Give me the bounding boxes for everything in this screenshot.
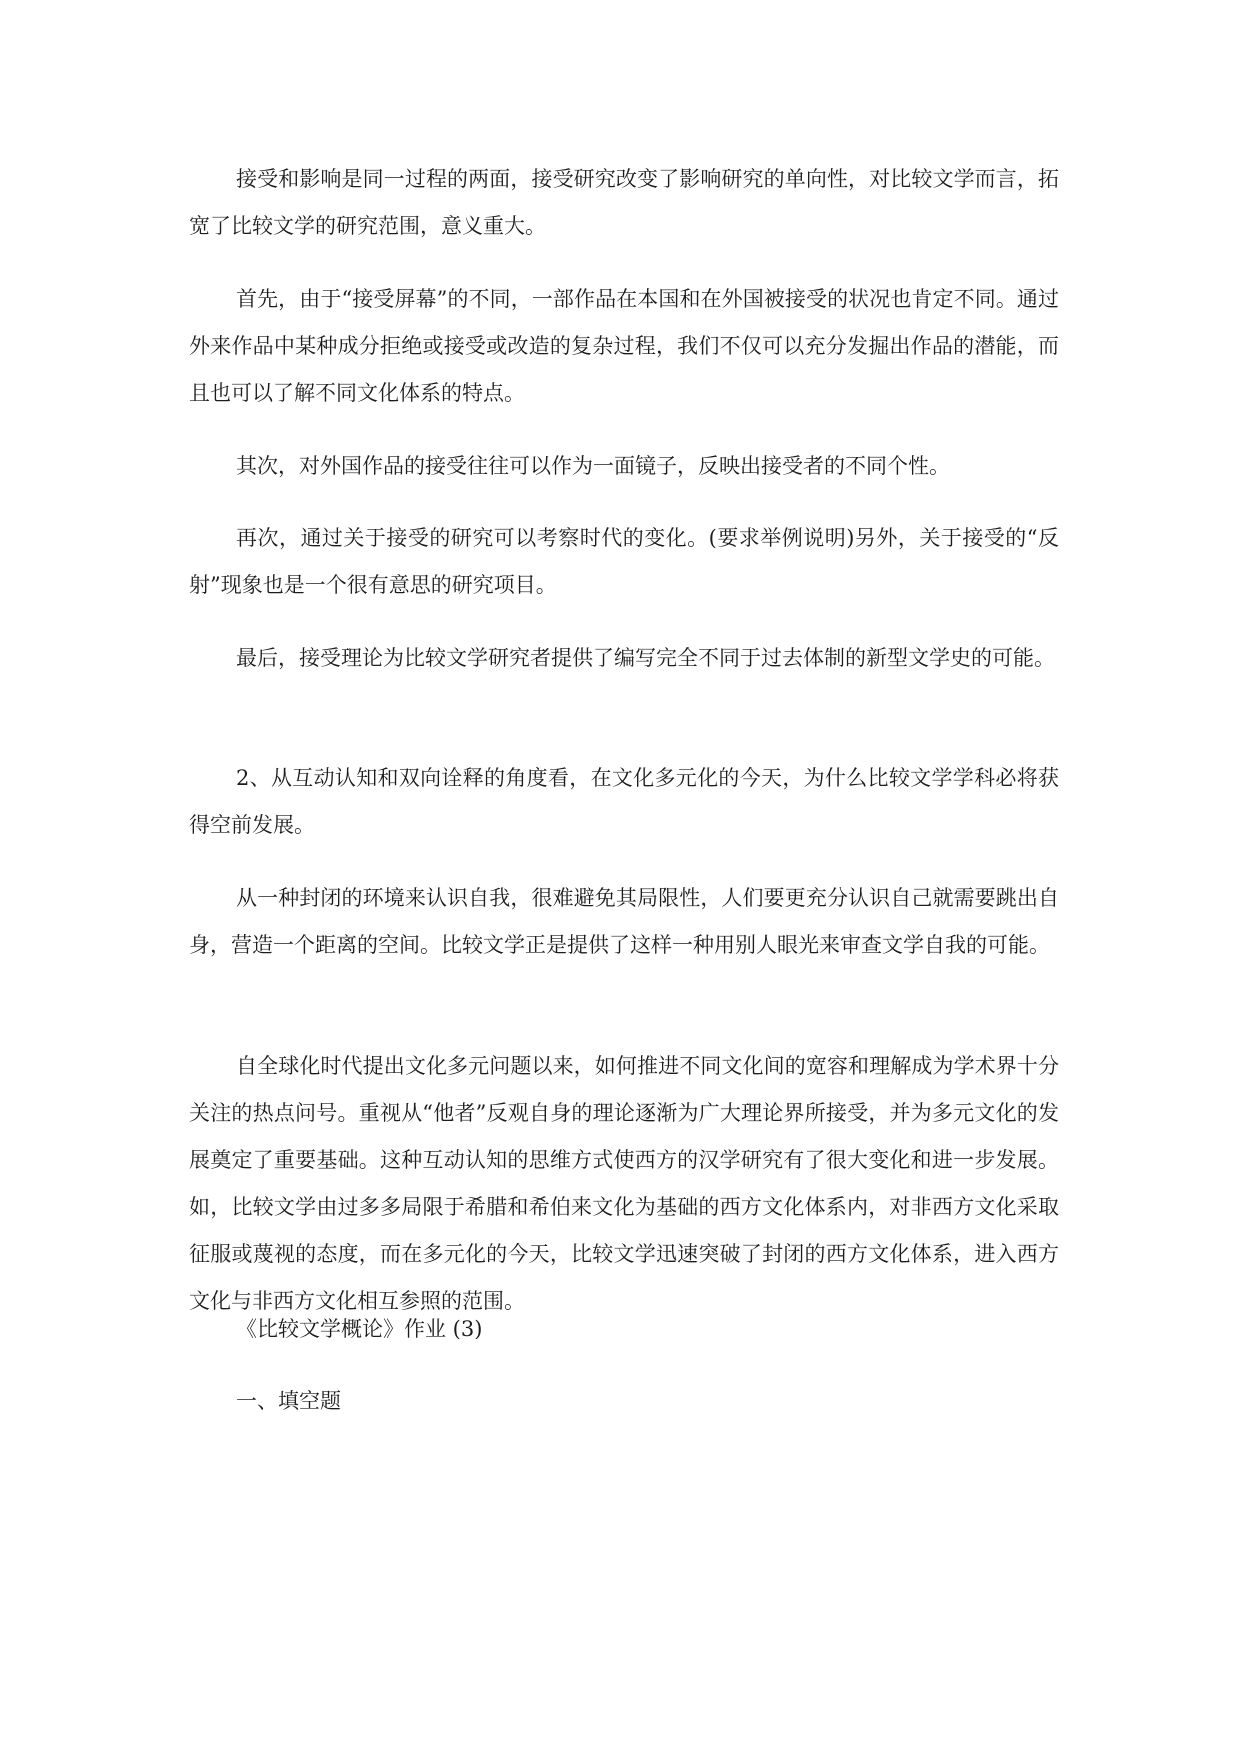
paragraph-second-point: 其次，对外国作品的接受往往可以作为一面镜子，反映出接受者的不同个性。 [236, 454, 950, 478]
paragraph-last-point: 最后，接受理论为比较文学研究者提供了编写完全不同于过去体制的新型文学史的可能。 [236, 646, 1055, 670]
paragraph-answer-self-recognition: 从一种封闭的环境来认识自我，很难避免其局限性，人们要更充分认识自己就需要跳出自身，营造一个距离的空间。比较文学正是提供了这样一种用别人眼光来审查文学自我的可能。 [189, 886, 1059, 957]
paragraph-third-point: 再次，通过关于接受的研究可以考察时代的变化。(要求举例说明)另外，关于接受的“反射”现象也是一个很有意思的研究项目。 [189, 526, 1059, 597]
homework-title: 《比较文学概论》作业 (3) [236, 1317, 483, 1341]
paragraph-answer-globalization: 自全球化时代提出文化多元问题以来，如何推进不同文化间的宽容和理解成为学术界十分关注的热点问号。重视从“他者”反观自身的理论逐渐为广大理论界所接受，并为多元文化的发展奠定了重要基础。这种互动认知的思维方式使西方的汉学研究有了很大变化和进一步发展。如，比较文学由过多多局限于希腊和希伯来文化为基础的西方文化体系内，对非西方文化采取征服或蔑视的态度，而在多元化的今天，比较文学迅速突破了封闭的西方文化体系，进入西方文化与非西方文化相互参照的范围。 [189, 1054, 1059, 1313]
paragraph-reception-influence: 接受和影响是同一过程的两面，接受研究改变了影响研究的单向性，对比较文学而言，拓宽了比较文学的研究范围，意义重大。 [189, 167, 1059, 238]
paragraph-first-point: 首先，由于“接受屏幕”的不同，一部作品在本国和在外国被接受的状况也肯定不同。通过外来作品中某种成分拒绝或接受或改造的复杂过程，我们不仅可以充分发掘出作品的潜能，而且也可以了解不同文化体系的特点。 [189, 287, 1059, 405]
section-title: 一、填空题 [236, 1389, 341, 1413]
question-2: 2、从互动认知和双向诠释的角度看，在文化多元化的今天，为什么比较文学学科必将获得空前发展。 [189, 766, 1059, 837]
